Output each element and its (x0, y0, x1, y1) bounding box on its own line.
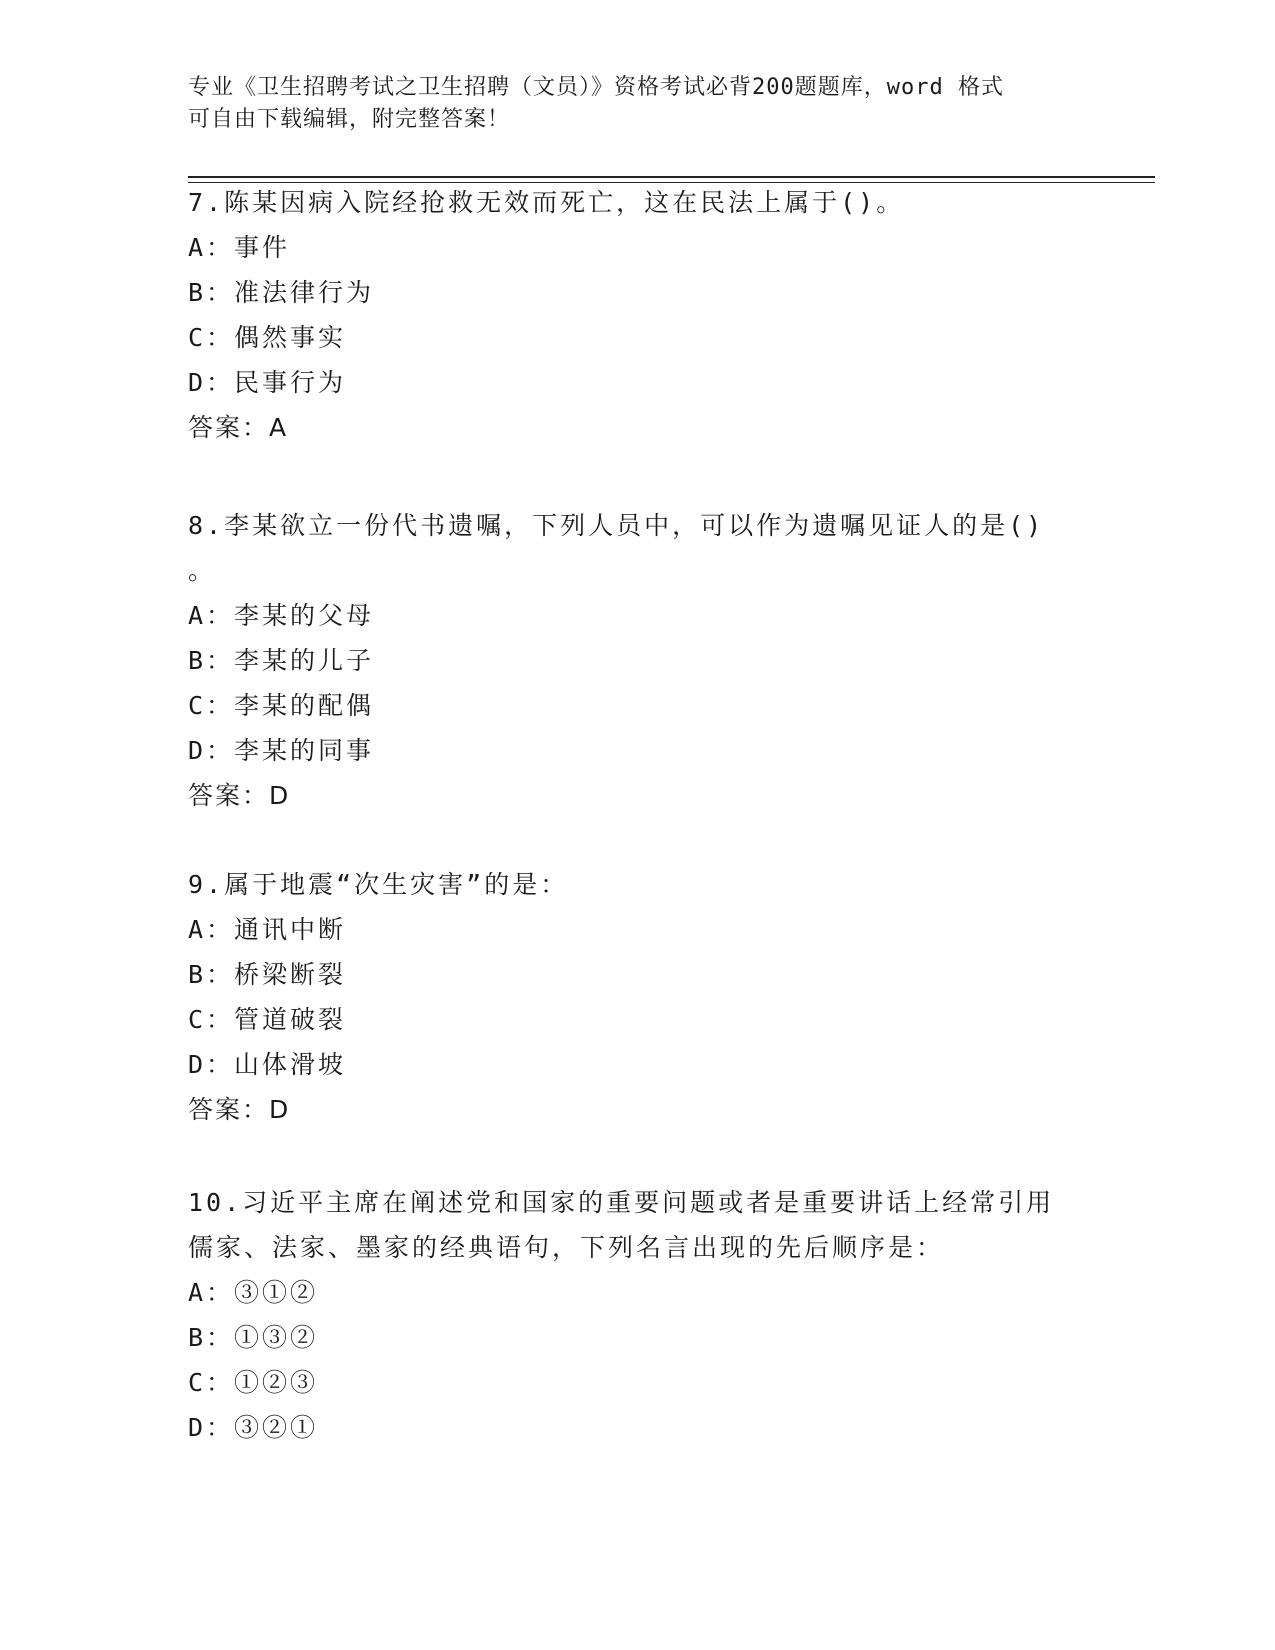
option-c: C：管道破裂 (188, 1005, 347, 1034)
option-c: C：①②③ (188, 1368, 319, 1397)
header-divider (188, 176, 1155, 178)
answer: 答案：A (188, 413, 289, 442)
option-a: A：通讯中断 (188, 915, 347, 944)
option-c: C：李某的配偶 (188, 691, 375, 720)
question-9 (188, 862, 1088, 1132)
answer: 答案：D (188, 1095, 291, 1124)
header-line-2: 可自由下载编辑，附完整答案！ (188, 107, 511, 132)
question-stem-continued: 。 (188, 556, 217, 585)
question-10 (188, 1180, 1088, 1450)
question-stem: 7.陈某因病入院经抢救无效而死亡，这在民法上属于()。 (188, 188, 905, 217)
option-b: B：①③② (188, 1323, 319, 1352)
question-stem: 10.习近平主席在阐述党和国家的重要问题或者是重要讲话上经常引用 (188, 1188, 1055, 1217)
question-stem-continued: 儒家、法家、墨家的经典语句，下列名言出现的先后顺序是： (188, 1233, 945, 1262)
option-c: C：偶然事实 (188, 323, 347, 352)
option-a: A：李某的父母 (188, 601, 375, 630)
option-d: D：李某的同事 (188, 736, 375, 765)
option-b: B：桥梁断裂 (188, 960, 347, 989)
header-line-1: 专业《卫生招聘考试之卫生招聘（文员）》资格考试必背200题题库，word 格式 (188, 75, 1004, 100)
answer: 答案：D (188, 781, 291, 810)
question-stem: 9.属于地震“次生灾害”的是： (188, 870, 569, 899)
option-d: D：民事行为 (188, 368, 347, 397)
question-stem: 8.李某欲立一份代书遗嘱，下列人员中，可以作为遗嘱见证人的是() (188, 511, 1045, 540)
option-b: B：李某的儿子 (188, 646, 375, 675)
question-7 (188, 180, 1088, 450)
question-8 (188, 503, 1088, 818)
option-b: B：准法律行为 (188, 278, 375, 307)
option-d: D：山体滑坡 (188, 1050, 347, 1079)
document-header (188, 72, 1068, 136)
option-a: A：③①② (188, 1278, 319, 1307)
option-d: D：③②① (188, 1413, 319, 1442)
option-a: A：事件 (188, 233, 291, 262)
